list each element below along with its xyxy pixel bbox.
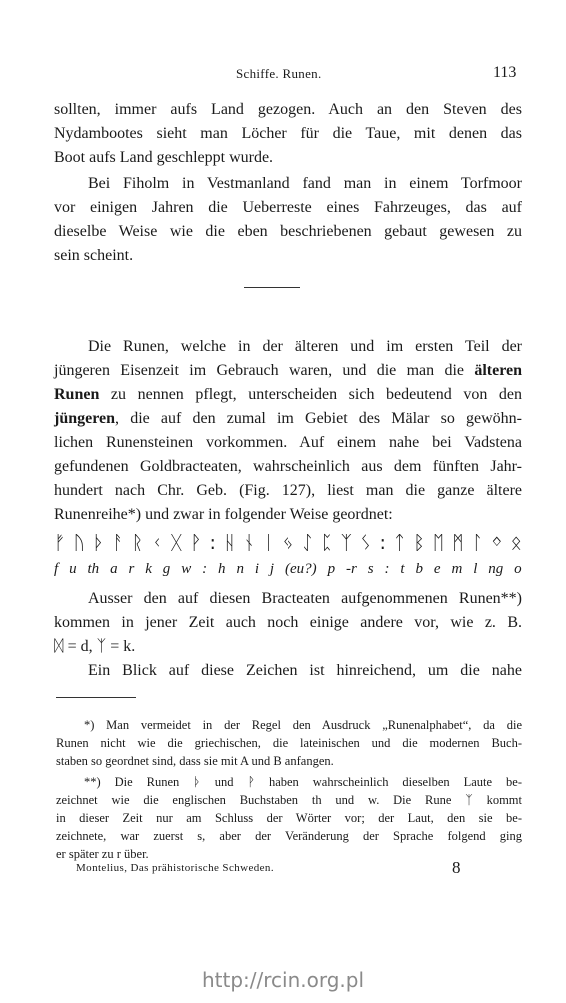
transliteration-row <box>54 561 522 578</box>
text-line: Boot aufs Land geschleppt wurde. <box>54 149 274 166</box>
text-line: kommen in jener Zeit auch noch einige andere vor, wie z. B. <box>54 614 522 631</box>
signature-line: Montelius, Das prähistorische Schweden. <box>76 862 274 874</box>
text-line: dieselbe Weise wie die eben beschriebenen gebaut gewesen zu <box>54 223 522 240</box>
rune-glyph: ᚺ <box>223 532 236 554</box>
transliteration-letter: g <box>162 561 171 577</box>
transliteration-letter: : <box>384 561 390 577</box>
transliteration-letter: ng <box>488 561 504 577</box>
paragraph-runes-intro <box>54 335 522 527</box>
rune-glyph: ᛃ <box>282 532 294 554</box>
text-line <box>54 407 522 431</box>
rune-glyph: ᚷ <box>170 532 183 554</box>
transliteration-letter: w <box>181 561 192 577</box>
transliteration-letter: i <box>254 561 260 577</box>
footnote-1 <box>56 716 522 770</box>
section-divider <box>244 287 300 288</box>
text-line: Ausser den auf diesen Bracteaten aufgenommenen Runen**) <box>88 590 522 607</box>
text-span: jüngeren Eisenzeit im Gebrauch waren, und die man die <box>54 362 475 379</box>
footnote-line: zeichnete, war zuerst s, aber der Veränderung der Sprache folgend ging <box>56 829 522 843</box>
paragraph-fiholm <box>54 172 522 268</box>
transliteration-letter: f <box>54 561 59 577</box>
transliteration-letter: a <box>110 561 118 577</box>
text-line: Runenreihe*) und zwar in folgender Weise geordnet: <box>54 506 393 523</box>
transliteration-letter: -r <box>345 561 357 577</box>
footnote-2 <box>56 773 522 863</box>
paragraph-glance <box>54 659 522 683</box>
rune-glyph: ᛈ <box>321 532 333 554</box>
rune-glyph: : <box>379 532 386 554</box>
transliteration-letter: : <box>202 561 208 577</box>
transliteration-letter: l <box>473 561 478 577</box>
rune-glyph: ᛁ <box>262 532 275 554</box>
transliteration-letter: r <box>128 561 135 577</box>
rune-glyph: ᛚ <box>471 532 484 554</box>
text-line: Die Runen, welche in der älteren und im ersten Teil der <box>88 338 522 355</box>
running-head <box>0 66 566 86</box>
text-line: Bei Fiholm in Vestmanland fand man in einem Torfmoor <box>88 175 522 192</box>
transliteration-letter: h <box>218 561 226 577</box>
rune-glyph: ᚨ <box>112 532 124 554</box>
page-number: 113 <box>493 64 517 81</box>
rune-row <box>54 532 522 558</box>
transliteration-letter: s <box>367 561 374 577</box>
transliteration-letter: j <box>269 561 275 577</box>
transliteration-letter: e <box>433 561 441 577</box>
rune-glyph: ᛗ <box>452 532 464 554</box>
rune-glyph: ᚦ <box>92 532 105 554</box>
footnote-divider <box>56 697 136 698</box>
text-line <box>54 359 522 383</box>
text-line: lichen Runensteinen vorkommen. Auf einem nahe bei Vadstena <box>54 434 522 451</box>
text-line: ᛞ = d, ᛉ = k. <box>54 638 136 655</box>
rune-glyph: ᛇ <box>301 532 314 554</box>
text-line: vor einigen Jahren die Ueberreste eines Fahrzeuges, das auf <box>54 199 522 216</box>
rune-glyph: ᛟ <box>510 532 522 554</box>
rune-glyph: : <box>209 532 216 554</box>
rune-glyph: ᛜ <box>491 532 503 554</box>
text-line <box>54 383 522 407</box>
text-line: Nydambootes sieht man Löcher für die Taue, mit denen das <box>54 125 522 142</box>
paragraph-other-runes <box>54 587 522 659</box>
transliteration-letter: n <box>236 561 244 577</box>
rune-glyph: ᚠ <box>54 532 66 554</box>
transliteration-letter: (eu?) <box>285 561 317 577</box>
running-head-title: Schiffe. Runen. <box>236 66 322 81</box>
rune-glyph: ᛖ <box>432 532 445 554</box>
transliteration-letter: k <box>145 561 152 577</box>
rune-glyph: ᛏ <box>393 532 406 554</box>
text-line: Ein Blick auf diese Zeichen ist hinreichend, um die nahe <box>88 662 522 679</box>
text-line: sein scheint. <box>54 247 134 264</box>
bold-term-runen: Runen <box>54 386 100 403</box>
paragraph-ship-holes <box>54 98 522 170</box>
sheet-number: 8 <box>452 858 461 877</box>
footnote-line: Runen nicht wie die griechischen, die lateinischen und die modernen Buch- <box>56 736 522 750</box>
footnote-line: in dieser Zeit nur am Schluss der Wörter vor; der Laut, den sie be- <box>56 811 522 825</box>
text-span: zu nennen pflegt, unterscheiden sich bedeutend von den <box>99 386 522 403</box>
text-line: gefundenen Goldbracteaten, wahrscheinlich aus dem fünften Jahr- <box>54 458 522 475</box>
watermark-url: http://rcin.org.pl <box>201 968 365 992</box>
rune-glyph: ᚹ <box>190 532 202 554</box>
transliteration-letter: b <box>415 561 423 577</box>
bold-term-aelteren: älteren <box>474 362 522 379</box>
bold-term-juengeren: jüngeren <box>54 410 116 427</box>
footnote-line: er später zu r über. <box>56 847 149 861</box>
rune-glyph: ᚱ <box>131 532 144 554</box>
rune-glyph: ᛊ <box>360 532 372 554</box>
transliteration-letter: o <box>514 561 522 577</box>
text-line: sollten, immer aufs Land gezogen. Auch an den Steven des <box>54 101 522 118</box>
footnote-line: staben so geordnet sind, dass sie mit A und B anfangen. <box>56 754 334 768</box>
transliteration-letter: p <box>327 561 336 577</box>
rune-glyph: ᚢ <box>73 532 85 554</box>
footnote-line: **) Die Runen ᚦ und ᚹ haben wahrscheinlich dieselben Laute be- <box>84 775 522 789</box>
rune-glyph: ᛉ <box>340 532 352 554</box>
rune-glyph: ᛒ <box>413 532 425 554</box>
text-span: , die auf den zumal im Gebiet des Mälar so gewöhn- <box>115 410 522 427</box>
transliteration-letter: u <box>69 561 77 577</box>
transliteration-letter: t <box>400 561 405 577</box>
footnote-line: *) Man vermeidet in der Regel den Ausdruck „Runenalphabet“, da die <box>84 718 522 732</box>
rune-glyph: ᚲ <box>151 532 163 554</box>
footnote-line: zeichnet wie die englischen Buchstaben th und w. Die Rune ᛉ kommt <box>56 793 522 807</box>
transliteration-letter: th <box>87 561 100 577</box>
rune-glyph: ᚾ <box>243 532 255 554</box>
transliteration-letter: m <box>451 561 463 577</box>
text-line: hundert nach Chr. Geb. (Fig. 127), liest man die ganze ältere <box>54 482 522 499</box>
